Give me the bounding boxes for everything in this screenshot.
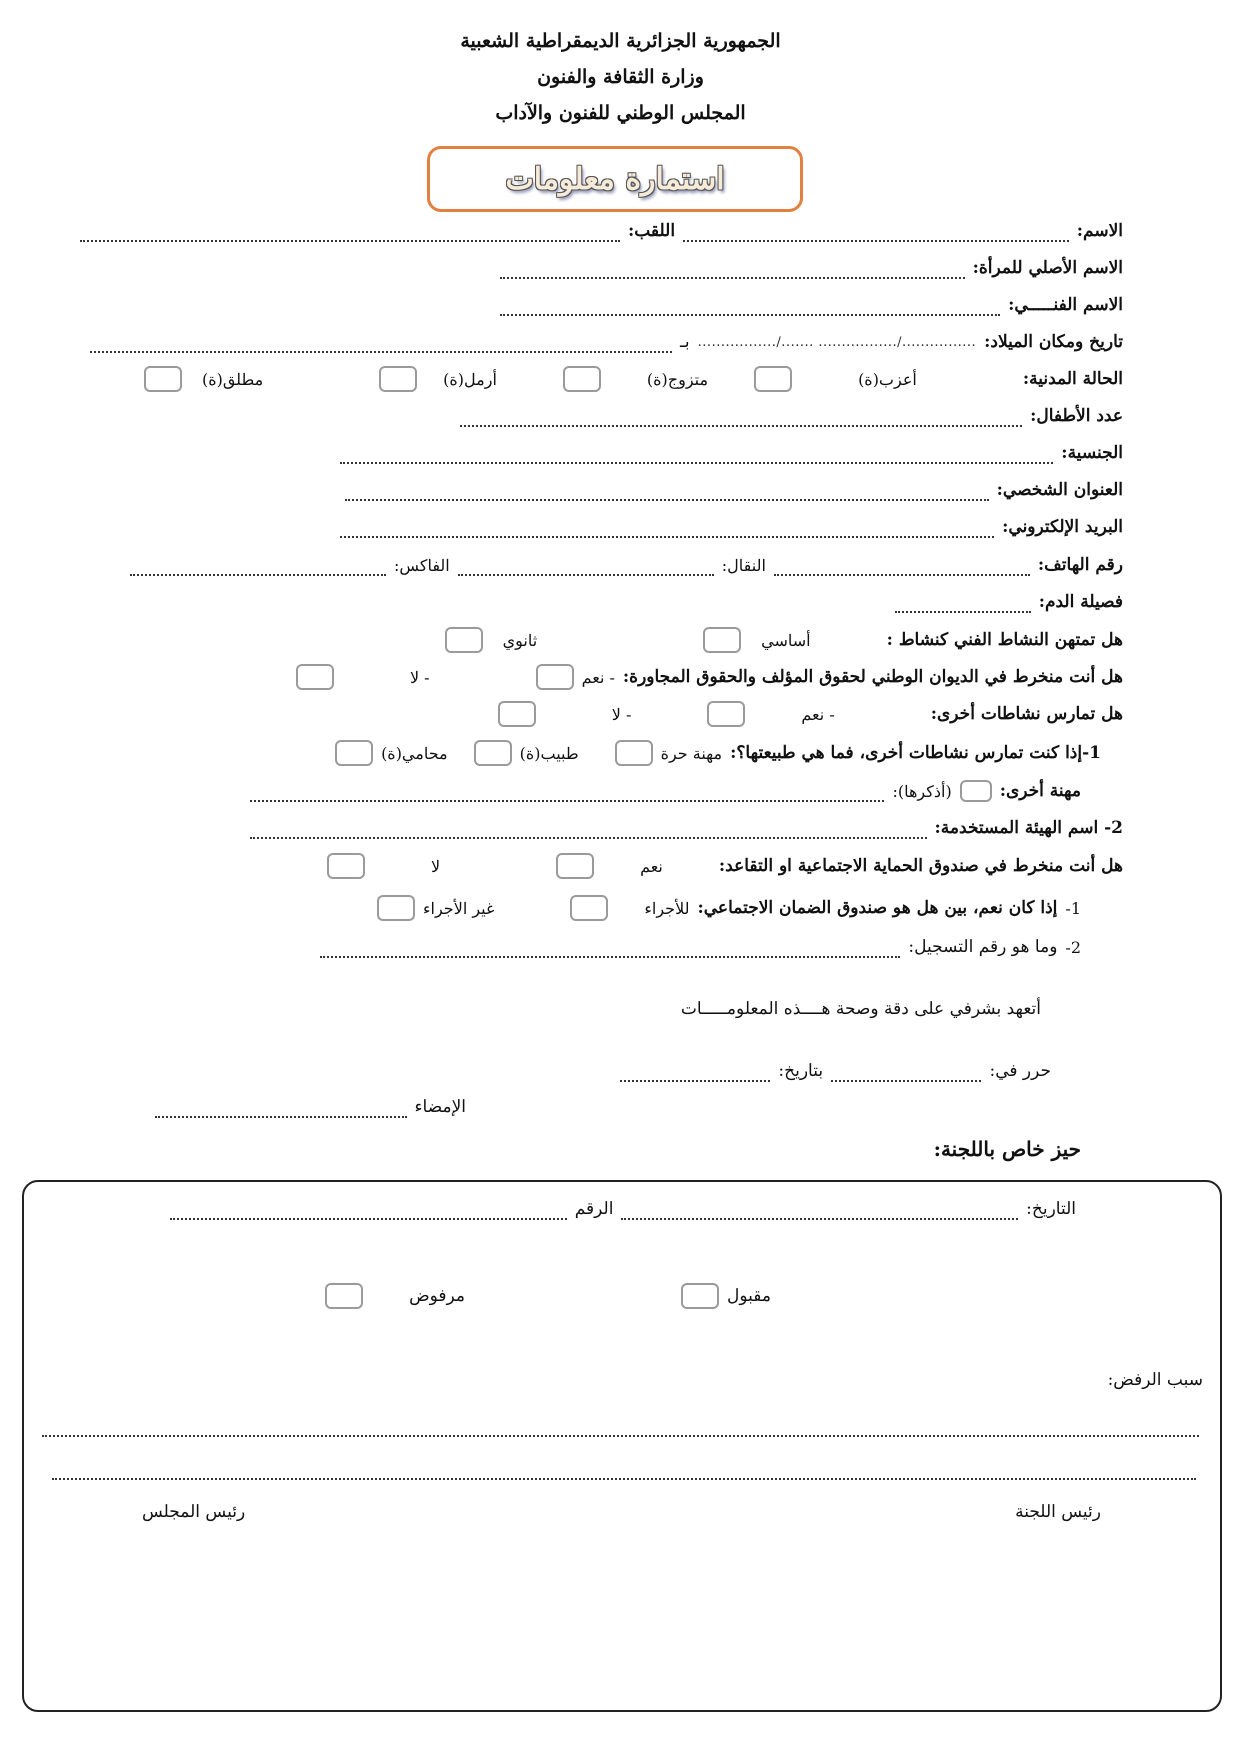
onda-yes-label: - نعم xyxy=(581,667,615,687)
row-council-president xyxy=(142,1502,245,1522)
nature-lawyer-checkbox[interactable] xyxy=(335,740,373,766)
email-field[interactable] xyxy=(340,522,994,538)
birth-label: تاريخ ومكان الميلاد: xyxy=(984,332,1123,352)
date-field[interactable] xyxy=(620,1066,770,1082)
onda-no-label: - لا xyxy=(409,667,430,687)
social-fund-no-label: لا xyxy=(430,856,441,876)
date-label: بتاريخ: xyxy=(778,1061,824,1081)
nature-doctor-checkbox[interactable] xyxy=(474,740,512,766)
children-field[interactable] xyxy=(460,411,1022,427)
other-activities-no-label: - لا xyxy=(611,704,632,724)
row-phone xyxy=(130,548,1123,582)
civil-status-divorced-label: مطلق(ة) xyxy=(201,369,264,389)
address-label: العنوان الشخصي: xyxy=(996,480,1123,500)
nature-freelance-label: مهنة حرة xyxy=(660,743,723,763)
row-artistic-name xyxy=(500,288,1123,322)
row-blood xyxy=(895,585,1123,619)
artistic-name-field[interactable] xyxy=(500,300,1000,316)
row-maiden-name xyxy=(500,251,1123,285)
surname-field[interactable] xyxy=(80,226,620,242)
row-committee-president xyxy=(1015,1502,1101,1522)
row-rejection-reason xyxy=(1108,1370,1203,1390)
blood-field[interactable] xyxy=(895,597,1031,613)
rejection-reason-line-1[interactable] xyxy=(42,1421,1199,1437)
social-fund-label: هل أنت منخرط في صندوق الحماية الاجتماعية او التقاعد: xyxy=(718,856,1123,876)
header-republic: الجمهورية الجزائرية الديمقراطية الشعبية xyxy=(460,30,781,52)
registration-field[interactable] xyxy=(320,942,900,958)
other-activities-yes-checkbox[interactable] xyxy=(707,701,745,727)
row-children xyxy=(460,399,1123,433)
other-activities-yes-label: - نعم xyxy=(801,704,835,724)
mobile-label: النقال: xyxy=(721,555,766,575)
address-field[interactable] xyxy=(345,485,989,501)
nature-doctor-label: طبيب(ة) xyxy=(519,743,579,763)
committee-date-field[interactable] xyxy=(621,1204,1018,1220)
header-ministry: وزارة الثقافة والفنون xyxy=(537,66,704,88)
row-social-fund xyxy=(255,849,1123,883)
civil-status-widowed-checkbox[interactable] xyxy=(379,366,417,392)
fund-type-employees-checkbox[interactable] xyxy=(570,895,608,921)
row-rejection-line-1 xyxy=(42,1415,1199,1437)
onda-yes-checkbox[interactable] xyxy=(536,664,574,690)
nature-freelance-checkbox[interactable] xyxy=(615,740,653,766)
other-profession-hint: (أذكرها): xyxy=(892,781,952,801)
birth-date-field[interactable]: ................./....... ................./................ xyxy=(697,334,977,350)
committee-number-label: الرقم xyxy=(574,1199,614,1219)
other-profession-checkbox[interactable] xyxy=(960,780,992,802)
committee-heading: حيز خاص باللجنة: xyxy=(933,1137,1081,1161)
row-name xyxy=(80,214,1123,248)
rejected-checkbox[interactable] xyxy=(325,1283,363,1309)
row-other-profession xyxy=(250,774,1081,808)
civil-status-married-label: متزوج(ة) xyxy=(646,369,709,389)
rejection-reason-label: سبب الرفض: xyxy=(1107,1370,1203,1390)
fund-type-employees-label: للأجراء xyxy=(644,898,690,918)
row-nationality xyxy=(340,436,1123,470)
signature-field[interactable] xyxy=(155,1102,407,1118)
birth-place-field[interactable] xyxy=(90,337,672,353)
activity-primary-label: أساسي xyxy=(761,630,811,650)
phone-label: رقم الهاتف: xyxy=(1037,555,1123,575)
employer-field[interactable] xyxy=(250,823,927,839)
employer-label: 2- اسم الهيئة المستخدمة: xyxy=(934,818,1123,838)
civil-status-single-checkbox[interactable] xyxy=(754,366,792,392)
activity-secondary-checkbox[interactable] xyxy=(445,627,483,653)
form-title-box xyxy=(427,146,803,212)
maiden-name-field[interactable] xyxy=(500,263,965,279)
other-profession-field[interactable] xyxy=(250,786,884,802)
artistic-name-label: الاسم الفنـــــي: xyxy=(1008,295,1123,315)
surname-label: اللقب: xyxy=(627,221,676,241)
onda-label: هل أنت منخرط في الديوان الوطني لحقوق المؤلف والحقوق المجاورة: xyxy=(622,667,1123,687)
row-email xyxy=(340,510,1123,544)
row-registration xyxy=(320,930,1081,964)
civil-status-single-label: أعزب(ة) xyxy=(858,369,917,389)
row-address xyxy=(345,473,1123,507)
row-civil-status xyxy=(150,362,1123,396)
name-field[interactable] xyxy=(683,226,1069,242)
email-label: البريد الإلكتروني: xyxy=(1002,517,1123,537)
mobile-field[interactable] xyxy=(458,560,714,576)
council-president-label: رئيس المجلس xyxy=(142,1502,246,1522)
other-profession-label: مهنة أخرى: xyxy=(999,781,1081,801)
row-done-at xyxy=(620,1054,1051,1088)
birth-place-prefix: بـ xyxy=(679,332,690,352)
row-committee-heading xyxy=(934,1132,1081,1166)
social-fund-yes-label: نعم xyxy=(640,856,663,876)
phone-field[interactable] xyxy=(774,560,1030,576)
registration-label: وما هو رقم التسجيل: xyxy=(908,937,1058,957)
activity-secondary-label: ثانوي xyxy=(502,630,538,650)
done-at-label: حرر في: xyxy=(989,1061,1051,1081)
other-activities-no-checkbox[interactable] xyxy=(498,701,536,727)
maiden-name-label: الاسم الأصلي للمرأة: xyxy=(972,258,1123,278)
committee-number-field[interactable] xyxy=(170,1204,567,1220)
children-label: عدد الأطفال: xyxy=(1030,406,1123,426)
row-pledge xyxy=(681,992,1041,1026)
rejection-reason-line-2[interactable] xyxy=(52,1464,1196,1480)
accepted-checkbox[interactable] xyxy=(681,1283,719,1309)
row-nature xyxy=(260,736,1101,770)
fax-field[interactable] xyxy=(130,560,386,576)
activity-label: هل تمتهن النشاط الفني كنشاط : xyxy=(886,630,1123,650)
row-employer xyxy=(250,811,1123,845)
other-activities-label: هل تمارس نشاطات أخرى: xyxy=(930,704,1123,724)
civil-status-widowed-label: أرمل(ة) xyxy=(443,369,497,389)
fund-type-nonemployees-checkbox[interactable] xyxy=(377,895,415,921)
nationality-field[interactable] xyxy=(340,448,1053,464)
accepted-label: مقبول xyxy=(727,1286,771,1306)
committee-box xyxy=(22,1180,1222,1712)
signature-label: الإمضاء xyxy=(414,1097,466,1117)
social-fund-yes-checkbox[interactable] xyxy=(556,853,594,879)
row-signature xyxy=(155,1090,466,1124)
civil-status-married-checkbox[interactable] xyxy=(563,366,601,392)
row-birth xyxy=(90,325,1123,359)
row-activity xyxy=(400,623,1123,657)
fund-type-nonemployees-label: غير الأجراء xyxy=(423,898,495,918)
registration-number-index: -2 xyxy=(1065,937,1081,957)
fax-label: الفاكس: xyxy=(394,555,450,575)
header-council: المجلس الوطني للفنون والآداب xyxy=(495,102,746,124)
row-committee-date xyxy=(170,1198,1076,1220)
onda-no-checkbox[interactable] xyxy=(296,664,334,690)
civil-status-divorced-checkbox[interactable] xyxy=(144,366,182,392)
name-label: الاسم: xyxy=(1076,221,1123,241)
committee-date-label: التاريخ: xyxy=(1026,1199,1076,1219)
civil-status-label: الحالة المدنية: xyxy=(1022,369,1123,389)
done-at-field[interactable] xyxy=(831,1066,981,1082)
pledge-text: أتعهد بشرفي على دقة وصحة هــــذه المعلومـــــات xyxy=(680,999,1041,1019)
row-onda xyxy=(280,660,1123,694)
row-decision xyxy=(325,1283,771,1309)
blood-label: فصيلة الدم: xyxy=(1038,592,1123,612)
rejected-label: مرفوض xyxy=(409,1286,466,1306)
nature-label: 1-إذا كنت تمارس نشاطات أخرى، فما هي طبيعتها؟: xyxy=(730,743,1101,763)
fund-type-label: إذا كان نعم، بين هل هو صندوق الضمان الاجتماعي: xyxy=(697,898,1058,918)
row-other-activities xyxy=(460,697,1123,731)
row-rejection-line-2 xyxy=(52,1458,1196,1480)
form-title: استمارة معلومات xyxy=(505,161,725,197)
nationality-label: الجنسية: xyxy=(1061,443,1123,463)
nature-lawyer-label: محامي(ة) xyxy=(381,743,448,763)
fund-type-number: -1 xyxy=(1065,898,1081,918)
committee-president-label: رئيس اللجنة xyxy=(1015,1502,1101,1522)
activity-primary-checkbox[interactable] xyxy=(703,627,741,653)
row-fund-type xyxy=(290,891,1081,925)
social-fund-no-checkbox[interactable] xyxy=(327,853,365,879)
